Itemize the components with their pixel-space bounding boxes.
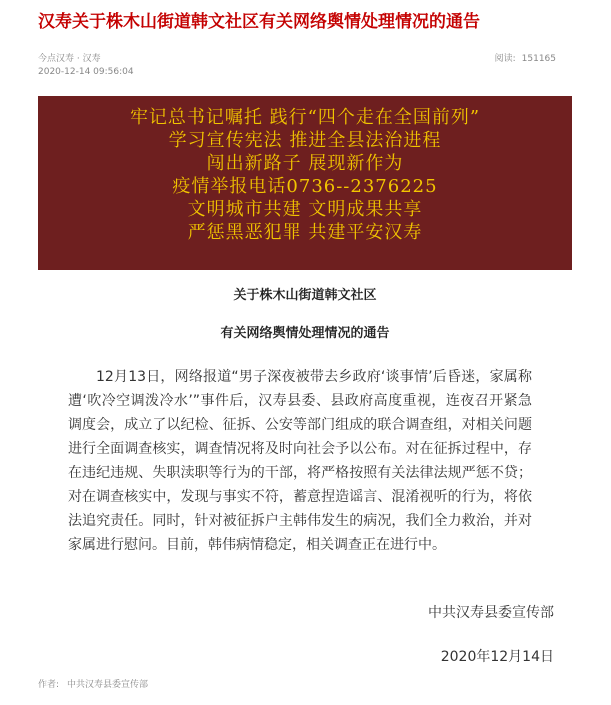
banner-line: 疫情举报电话0736--2376225	[172, 176, 438, 197]
views-label: 阅读:	[494, 54, 516, 64]
article-title: 汉寿关于株木山街道韩文社区有关网络舆情处理情况的通告	[38, 12, 480, 32]
notice-body: 12月13日，网络报道“男子深夜被带去乡政府‘谈事情’后昏迷，家属称遭‘吹冷空调泼冷水’”事件后，汉寿县委、县政府高度重视，连夜召开紧急调度会，成立了以纪检、征拆、公安等部门组成的联合调查组，对相关问题进行全面调查核实，调查情况将及时向社会予以公布。对在征拆过程中，存在违纪违规、失职渎职等行为的干部，将严格按照有关法律法规严惩不贷；对在调查核实中，发现与事实不符，蓄意捏造谣言、混淆视听的行为，将依法追究责任。同时，针对被征拆户主韩伟发生的病况，我们全力救治，并对家属进行慰问。目前，韩伟病情稳定，相关调查正在进行中。	[68, 369, 532, 553]
banner-line: 牢记总书记嘱托 践行“四个走在全国前列”	[129, 107, 481, 128]
article-source[interactable]: 今点汉寿 · 汉寿	[38, 54, 101, 64]
author-label: 作者:	[38, 680, 60, 690]
author-line	[38, 679, 148, 691]
slogan-banner	[38, 96, 572, 270]
author-name[interactable]: 中共汉寿县委宣传部	[67, 680, 149, 690]
banner-line: 严惩黑恶犯罪 共建平安汉寿	[187, 222, 423, 243]
notice-date: 2020年12月14日	[440, 649, 554, 665]
notice-signature: 中共汉寿县委宣传部	[428, 605, 554, 621]
view-count	[489, 53, 556, 65]
banner-line: 学习宣传宪法 推进全县法治进程	[168, 130, 442, 151]
views-count: 151165	[521, 54, 556, 64]
banner-line: 闯出新路子 展现新作为	[206, 153, 404, 174]
article-datetime: 2020-12-14 09:56:04	[38, 67, 134, 77]
banner-line: 文明城市共建 文明成果共享	[187, 199, 423, 220]
notice-heading-line1: 关于株木山街道韩文社区	[233, 288, 377, 303]
notice-heading-line2: 有关网络舆情处理情况的通告	[220, 326, 390, 341]
